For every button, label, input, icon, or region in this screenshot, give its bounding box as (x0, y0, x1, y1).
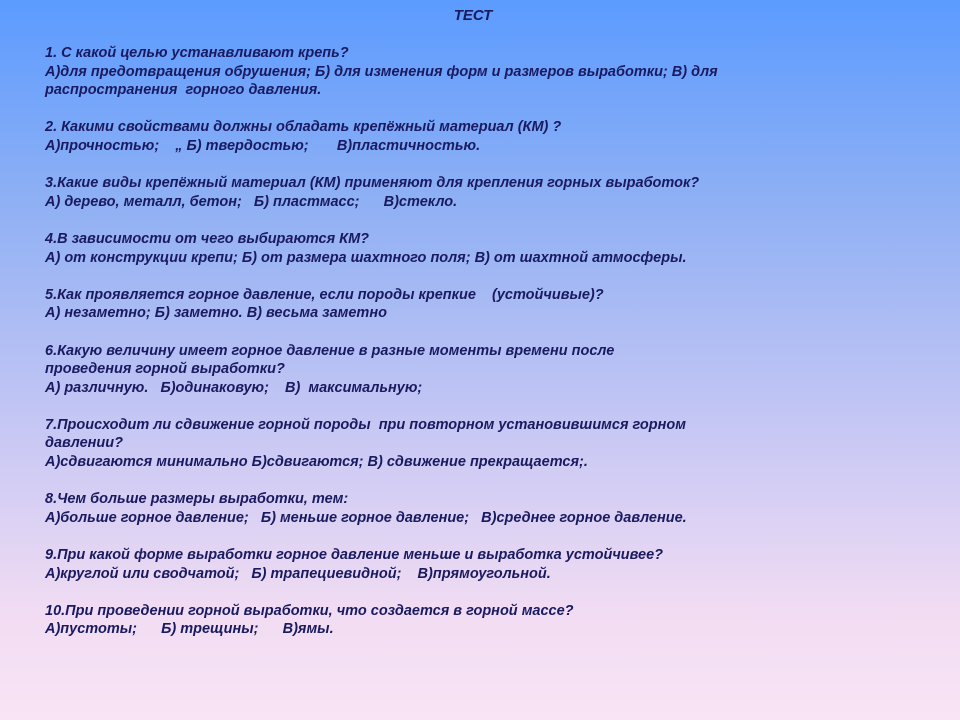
answer-options: А) незаметно; Б) заметно. В) весьма заметно (45, 305, 387, 322)
question-text: 7.Происходит ли сдвижение горной породы при повторном установившимся горном (45, 416, 686, 433)
question-item (45, 174, 865, 211)
question-text: 8.Чем больше размеры выработки, тем: (45, 491, 349, 508)
question-text: 3.Какие виды крепёжный материал (КМ) применяют для крепления горных выработок? (45, 175, 700, 192)
question-text: 2. Какими свойствами должны обладать крепёжный материал (КМ) ? (45, 119, 562, 136)
question-item (45, 44, 865, 100)
question-text: проведения горной выработки? (45, 361, 285, 378)
question-text: давлении? (45, 435, 124, 452)
question-text: 5.Как проявляется горное давление, если породы крепкие (устойчивые)? (45, 286, 604, 303)
question-item (45, 286, 865, 323)
question-item (45, 230, 865, 267)
answer-options: А) дерево, металл, бетон; Б) пластмасс; В)стекло. (45, 193, 458, 210)
answer-options: А)прочностью; „ Б) твердостью; В)пластичностью. (45, 137, 481, 154)
question-text: 10.При проведении горной выработки, что создается в горной массе? (45, 602, 574, 619)
question-text: 4.В зависимости от чего выбираются КМ? (45, 230, 370, 247)
answer-options: распространения горного давления. (45, 82, 322, 99)
answer-options: А)круглой или сводчатой; Б) трапециевидной; В)прямоугольной. (45, 565, 551, 582)
question-item (45, 490, 865, 527)
answer-options: А)сдвигаются минимально Б)сдвигаются; В) сдвижение прекращается;. (45, 454, 588, 471)
page-title: ТЕСТ (453, 7, 493, 24)
answer-options: А) различную. Б)одинаковую; В) максимальную; (45, 379, 423, 396)
question-item (45, 546, 865, 583)
answer-options: А)для предотвращения обрушения; Б) для изменения форм и размеров выработки; В) для (45, 63, 718, 80)
answer-options: А) от конструкции крепи; Б) от размера шахтного поля; В) от шахтной атмосферы. (45, 249, 687, 266)
question-item (45, 342, 865, 398)
question-item (45, 602, 865, 639)
question-item (45, 118, 865, 155)
question-item (45, 416, 865, 472)
answer-options: А)пустоты; Б) трещины; В)ямы. (45, 621, 334, 638)
question-list (45, 44, 865, 658)
question-text: 6.Какую величину имеет горное давление в разные моменты времени после (45, 342, 615, 359)
question-text: 9.При какой форме выработки горное давление меньше и выработка устойчивее? (45, 547, 664, 564)
answer-options: А)больше горное давление; Б) меньше горное давление; В)среднее горное давление. (45, 509, 687, 526)
question-text: 1. С какой целью устанавливают крепь? (45, 45, 349, 61)
